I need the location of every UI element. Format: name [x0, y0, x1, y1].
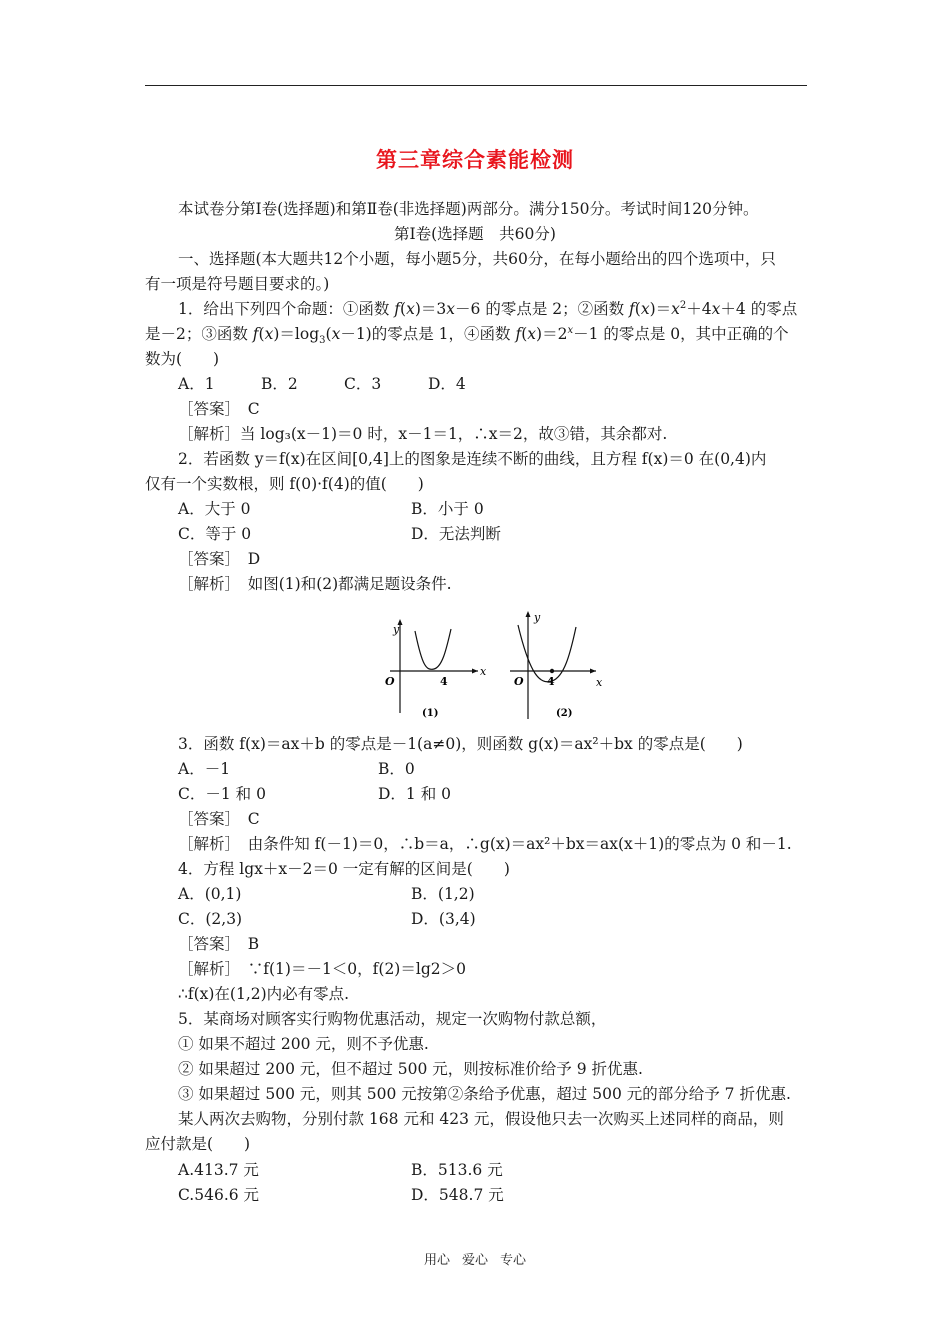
q5-line2: 应付款是( ): [145, 1135, 251, 1153]
q5-rule-2: ② 如果超过 200 元，但不超过 500 元，则按标准价给予 9 折优惠.: [178, 1060, 643, 1078]
q1-line3: 数为( ): [145, 350, 220, 368]
q4-option-a: A．(0,1): [178, 885, 242, 903]
graph2-y-arrow: [526, 611, 531, 617]
graph2-x-label: x: [596, 676, 603, 689]
q1-option-d: D．4: [428, 375, 466, 393]
graph1-origin: O: [385, 675, 395, 688]
q2-option-c: C．等于 0: [178, 525, 252, 543]
graph2-x-arrow: [590, 669, 596, 674]
q5-rule-1: ① 如果不超过 200 元，则不予优惠.: [178, 1035, 429, 1053]
graph2-tick: 4: [547, 675, 555, 688]
q4-explanation-1: ［解析］ ∵f(1)＝－1＜0，f(2)＝lg2＞0: [178, 960, 466, 978]
q4-explanation-2: ∴f(x)在(1,2)内必有零点.: [178, 985, 350, 1003]
graph2-origin: O: [514, 675, 524, 688]
q3-option-d: D．1 和 0: [378, 785, 452, 803]
q4-answer: ［答案］ B: [178, 935, 260, 953]
graph2-caption: (2): [556, 708, 573, 719]
q3-option-c: C．－1 和 0: [178, 785, 266, 803]
q2-explanation: ［解析］ 如图(1)和(2)都满足题设条件.: [178, 575, 452, 593]
page-footer: [0, 1249, 950, 1268]
section1-line1: 一、选择题(本大题共12个小题，每小题5分，共60分，在每小题给出的四个选项中，只: [178, 250, 776, 268]
q3-option-a: A．－1: [178, 760, 231, 778]
q2-answer: ［答案］ D: [178, 550, 261, 568]
q1-text-b: 的零点是 2；②函数: [485, 300, 630, 318]
graph2-zero-dot: [550, 669, 554, 673]
q2-option-d: D．无法判断: [411, 525, 501, 543]
q1-line2: 是－2；③函数 $f(x)=\log_3(x-1)$的零点是 1，④函数 $f(x)=2^x-1$ 的零点是 0，其中正确的个: [145, 324, 789, 347]
graph1-y-label: y: [393, 623, 400, 636]
q1-explanation: ［解析］当 log₃(x－1)＝0 时，x－1＝1，∴x＝2，故③错，其余都对.: [178, 425, 668, 443]
graph1-caption: (1): [422, 708, 439, 719]
q4-option-b: B．(1,2): [411, 885, 475, 903]
part1-header: 第Ⅰ卷(选择题 共60分): [394, 225, 556, 243]
footer-word-3: 专心: [500, 1253, 527, 1268]
q5-option-d: D．548.7 元: [411, 1186, 504, 1204]
q1-line1: 1．给出下列四个命题：①函数 f(x)＝3x－6 的零点是 2；②函数 $f(x)=x^2+4x+4$ 的零点: [178, 299, 798, 318]
q2-line1: 2．若函数 y＝f(x)在区间[0,4]上的图象是连续不断的曲线，且方程 f(x)＝0 在(0,4)内: [178, 450, 767, 468]
graph-2: [510, 611, 596, 719]
header-rule: [145, 85, 807, 86]
graph-figure: [360, 603, 610, 723]
q4-stem: 4．方程 lgx＋x－2＝0 一定有解的区间是( ): [178, 860, 510, 878]
q1-text-a: 1．给出下列四个命题：①函数: [178, 300, 395, 318]
q5-rule-3: ③ 如果超过 500 元，则其 500 元按第②条给予优惠，超过 500 元的部分给予 7 折优惠.: [178, 1085, 791, 1103]
q5-option-a: A.413.7 元: [178, 1161, 259, 1179]
q1-option-b: B．2: [261, 375, 298, 393]
q1-text-e: 的零点是 1，④函数: [371, 325, 516, 343]
q4-option-c: C．(2,3): [178, 910, 243, 928]
intro-text: 本试卷分第Ⅰ卷(选择题)和第Ⅱ卷(非选择题)两部分。满分150分。考试时间120分钟。: [178, 200, 759, 218]
graph1-x-arrow: [472, 669, 478, 674]
q3-explanation: ［解析］ 由条件知 f(－1)＝0，∴b＝a，∴g(x)＝ax²＋bx＝ax(x＋1)的零点为 0 和－1.: [178, 835, 792, 853]
q3-stem: 3．函数 f(x)＝ax＋b 的零点是－1(a≠0)，则函数 g(x)＝ax²＋bx 的零点是( ): [178, 735, 743, 753]
q2-option-a: A．大于 0: [178, 500, 251, 518]
q2-line2: 仅有一个实数根，则 f(0)·f(4)的值( ): [145, 475, 424, 493]
q1-text-c: 的零点: [750, 300, 798, 318]
section1-line2: 有一项是符号题目要求的。): [145, 275, 330, 293]
graph2-y-label: y: [534, 611, 541, 624]
q5-option-b: B．513.6 元: [411, 1161, 503, 1179]
graph2-curve: [518, 625, 576, 682]
footer-word-2: 爱心: [461, 1253, 488, 1268]
q1-answer: ［答案］ C: [178, 400, 260, 418]
q5-line1: 某人两次去购物，分别付款 168 元和 423 元，假设他只去一次购买上述同样的商品，则: [178, 1110, 784, 1128]
q1-text-d: 是－2；③函数: [145, 325, 253, 343]
q2-option-b: B．小于 0: [411, 500, 484, 518]
q5-option-c: C.546.6 元: [178, 1186, 260, 1204]
footer-word-1: 用心: [423, 1253, 450, 1268]
q5-stem: 5．某商场对顾客实行购物优惠活动，规定一次购物付款总额，: [178, 1010, 607, 1028]
graph1-curve: [415, 629, 451, 669]
graph-1: [390, 619, 478, 713]
q1-option-c: C．3: [344, 375, 382, 393]
graph1-x-label: x: [480, 665, 487, 678]
q1-text-f: 的零点是 0，其中正确的个: [603, 325, 789, 343]
page-title: 第三章综合素能检测: [376, 148, 574, 172]
graph1-tick: 4: [440, 675, 448, 688]
q3-option-b: B．0: [378, 760, 415, 778]
q4-option-d: D．(3,4): [411, 910, 476, 928]
q3-answer: ［答案］ C: [178, 810, 260, 828]
q1-option-a: A．1: [178, 375, 215, 393]
